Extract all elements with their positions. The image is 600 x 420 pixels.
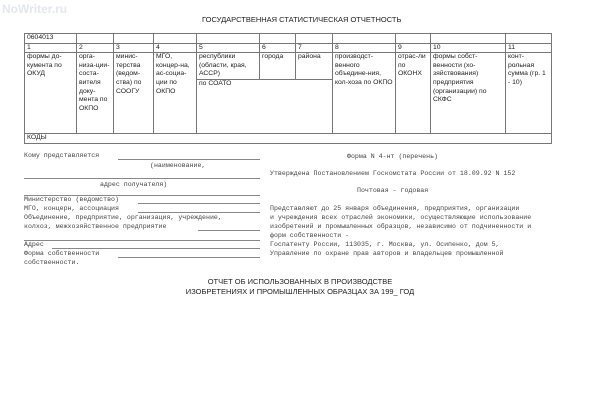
header-title: ГОСУДАРСТВЕННАЯ СТАТИСТИЧЕСКАЯ ОТЧЕТНОСТЬ xyxy=(202,15,402,24)
address-label: Адрес xyxy=(24,241,44,248)
org-field[interactable] xyxy=(198,230,260,231)
col-text: производст-венного объедине-ния, кол-хоза по ОКПО xyxy=(333,53,396,134)
instructions-line: изобретений и промышленных образцов, независимо от подчиненности и xyxy=(270,223,532,230)
recipient-label: Кому представляется xyxy=(24,152,100,159)
name-hint: (наименование, xyxy=(150,162,206,169)
org-label: Объединение, предприятие, организация, учреждение, xyxy=(24,214,222,221)
instructions-line: форм собственности - xyxy=(270,232,350,239)
ministry-label: Министерство (ведомство) xyxy=(24,196,119,203)
report-title: ИЗОБРЕТЕНИЯХ И ПРОМЫШЛЕННЫХ ОБРАЗЦАХ ЗА 199_ ГОД xyxy=(185,286,415,296)
col-num: 9 xyxy=(396,43,431,53)
mgo-field[interactable] xyxy=(138,212,260,213)
col-text: отрас-ли по ОКОНХ xyxy=(396,53,431,134)
kolkhoz-label: колхоз, межхозяйственное предприятие xyxy=(24,223,167,230)
report-title: ОТЧЕТ ОБ ИСПОЛЬЗОВАННЫХ В ПРОИЗВОДСТВЕ xyxy=(207,277,393,286)
mail-frequency: Почтовая - годовая xyxy=(357,187,429,194)
recipient-address-field[interactable] xyxy=(24,178,260,179)
recipient-field[interactable] xyxy=(118,159,260,160)
instructions-line: и учреждения всех отраслей экономики, осуществляющие использование xyxy=(270,214,532,221)
approved-by: Утверждена Постановлением Госкомстата России от 18.09.92 N 152 xyxy=(270,170,516,177)
instructions-line: Управление по охране прав авторов и владельцев промышленной xyxy=(270,250,504,257)
col-num: 11 xyxy=(506,43,552,53)
instructions-line: Госпатенту России, 113035, г. Москва, ул. Осипенко, дом 5, xyxy=(270,241,500,248)
watermark: NoWriter.ru xyxy=(2,2,68,16)
col-text: района xyxy=(296,53,333,80)
address-hint: адрес получателя) xyxy=(100,181,168,188)
ownership-continued: собственности. xyxy=(24,259,80,266)
org-field-2[interactable] xyxy=(24,240,260,241)
ownership-label: Форма собственности xyxy=(24,250,100,257)
col-text: минис-терства (ведом-ства) по СООГУ xyxy=(114,53,154,134)
form-code: 0604013 xyxy=(25,34,77,44)
col-num: 5 xyxy=(197,43,260,53)
col-num: 4 xyxy=(154,43,197,53)
col-text: формы собст-венности (хо-зяйствования) предприятия (организации) по СКФС xyxy=(431,53,506,134)
instructions-line: Представляют до 25 января объединения, предприятия, организации xyxy=(270,205,520,212)
col-num: 1 xyxy=(25,43,77,53)
ownership-field[interactable] xyxy=(118,257,260,258)
ministry-field[interactable] xyxy=(138,203,260,204)
col-text: республики (области, края, АССР) xyxy=(197,53,260,80)
col-text: конт-рольная сумма (гр. 1 - 10) xyxy=(506,53,552,134)
col-num: 3 xyxy=(114,43,154,53)
col-text: орга-низа-ции-соста-вителя доку-мента по ОКПО xyxy=(77,53,114,134)
soato-label: по СОАТО xyxy=(197,80,333,134)
codes-table xyxy=(24,33,552,144)
form-number: Форма N 4-нт (перечень) xyxy=(347,153,439,160)
col-num: 2 xyxy=(77,43,114,53)
col-num: 10 xyxy=(431,43,506,53)
col-text: города xyxy=(260,53,296,80)
col-num: 8 xyxy=(333,43,396,53)
col-text: формы до-кумента по ОКУД xyxy=(25,53,77,134)
address-field[interactable] xyxy=(52,248,260,249)
mgo-label: МГО, концерн, ассоциация xyxy=(24,205,119,212)
col-text: МГО, концер-на, ас-социа-ции по ОКПО xyxy=(154,53,197,134)
col-num: 6 xyxy=(260,43,296,53)
col-num: 7 xyxy=(296,43,333,53)
codes-label: КОДЫ xyxy=(25,134,552,144)
